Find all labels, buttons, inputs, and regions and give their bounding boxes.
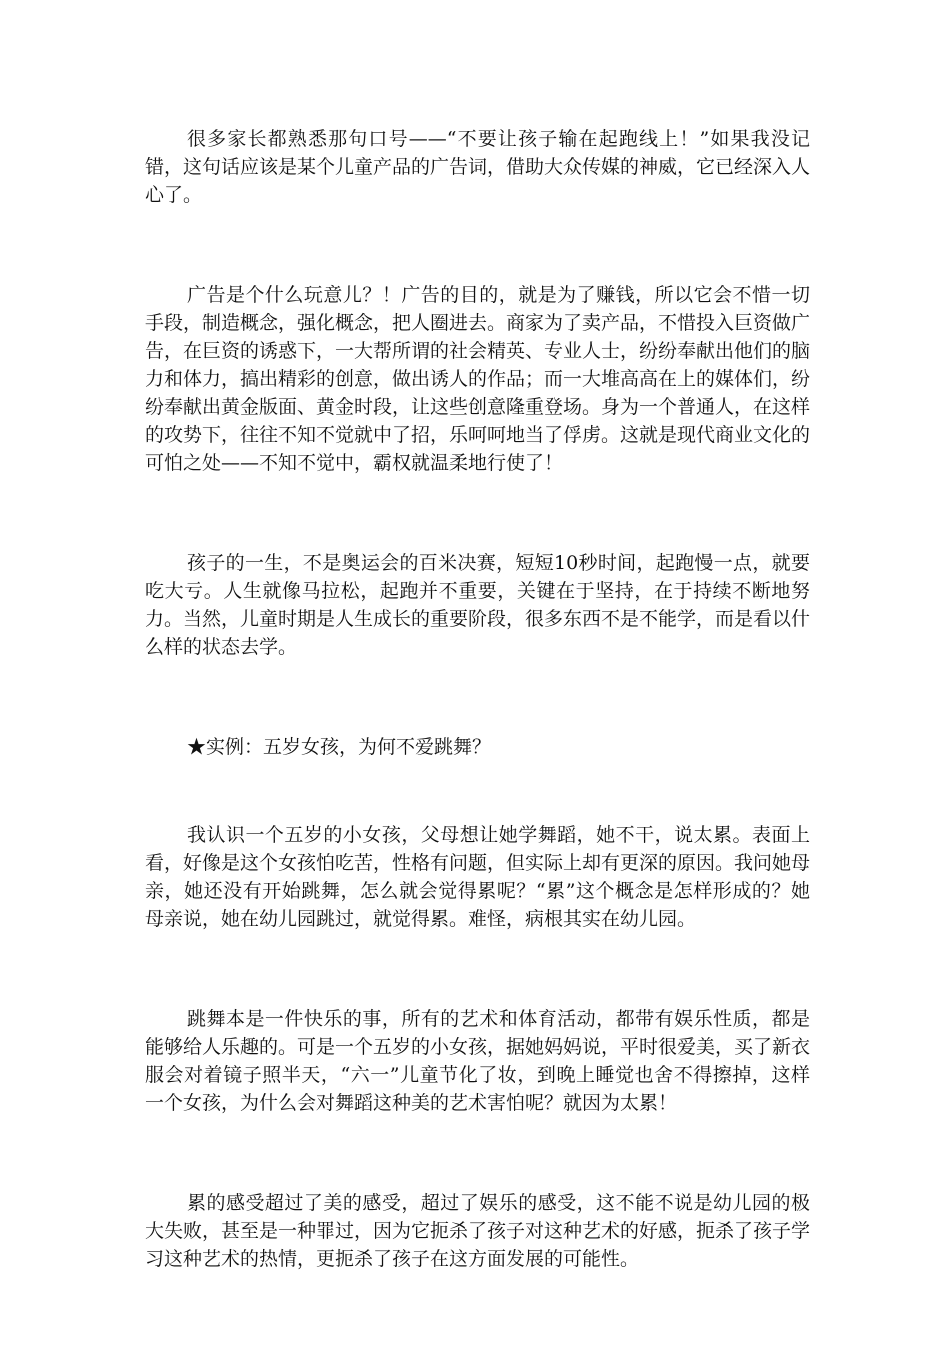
paragraph-intro: 很多家长都熟悉那句口号——“不要让孩子输在起跑线上！”如果我没记错，这句话应该是某个儿童产品的广告词，借助大众传媒的神威，它已经深入人心了。 — [145, 128, 811, 206]
paragraph-dance-joy: 跳舞本是一件快乐的事，所有的艺术和体育活动，都带有娱乐性质，都是能够给人乐趣的。可是一个五岁的小女孩，据她妈妈说，平时很爱美，买了新衣服会对着镜子照半天，“六一”儿童节化了妆，到晚上睡觉也舍不得擦掉，这样一个女孩，为什么会对舞蹈这种美的艺术害怕呢？就因为太累！ — [145, 1008, 811, 1114]
paragraph-advertising: 广告是个什么玩意儿？！广告的目的，就是为了赚钱，所以它会不惜一切手段，制造概念，强化概念，把人圈进去。商家为了卖产品，不惜投入巨资做广告，在巨资的诱惑下，一大帮所谓的社会精英、专业人士，纷纷奉献出他们的脑力和体力，搞出精彩的创意，做出诱人的作品；而一大堆高高在上的媒体们，纷纷奉献出黄金版面、黄金时段，让这些创意隆重登场。身为一个普通人，在这样的攻势下，往往不知不觉就中了招，乐呵呵地当了俘虏。这就是现代商业文化的可怕之处——不知不觉中，霸权就温柔地行使了！ — [145, 284, 811, 474]
paragraph-girl-story: 我认识一个五岁的小女孩，父母想让她学舞蹈，她不干，说太累。表面上看，好像是这个女孩怕吃苦，性格有问题，但实际上却有更深的原因。我问她母亲，她还没有开始跳舞，怎么就会觉得累呢？“累”这个概念是怎样形成的？她母亲说，她在幼儿园跳过，就觉得累。难怪，病根其实在幼儿园。 — [145, 824, 811, 930]
document-body — [145, 125, 810, 1345]
section-heading-example: ★实例：五岁女孩，为何不爱跳舞？ — [187, 736, 492, 758]
paragraph-marathon: 孩子的一生，不是奥运会的百米决赛，短短10秒时间，起跑慢一点，就要吃大亏。人生就像马拉松，起跑并不重要，关键在于坚持，在于持续不断地努力。当然，儿童时期是人生成长的重要阶段，很多东西不是不能学，而是看以什么样的状态去学。 — [145, 552, 811, 658]
paragraph-conclusion: 累的感受超过了美的感受，超过了娱乐的感受，这不能不说是幼儿园的极大失败，甚至是一种罪过，因为它扼杀了孩子对这种艺术的好感，扼杀了孩子学习这种艺术的热情，更扼杀了孩子在这方面发展的可能性。 — [145, 1192, 811, 1270]
